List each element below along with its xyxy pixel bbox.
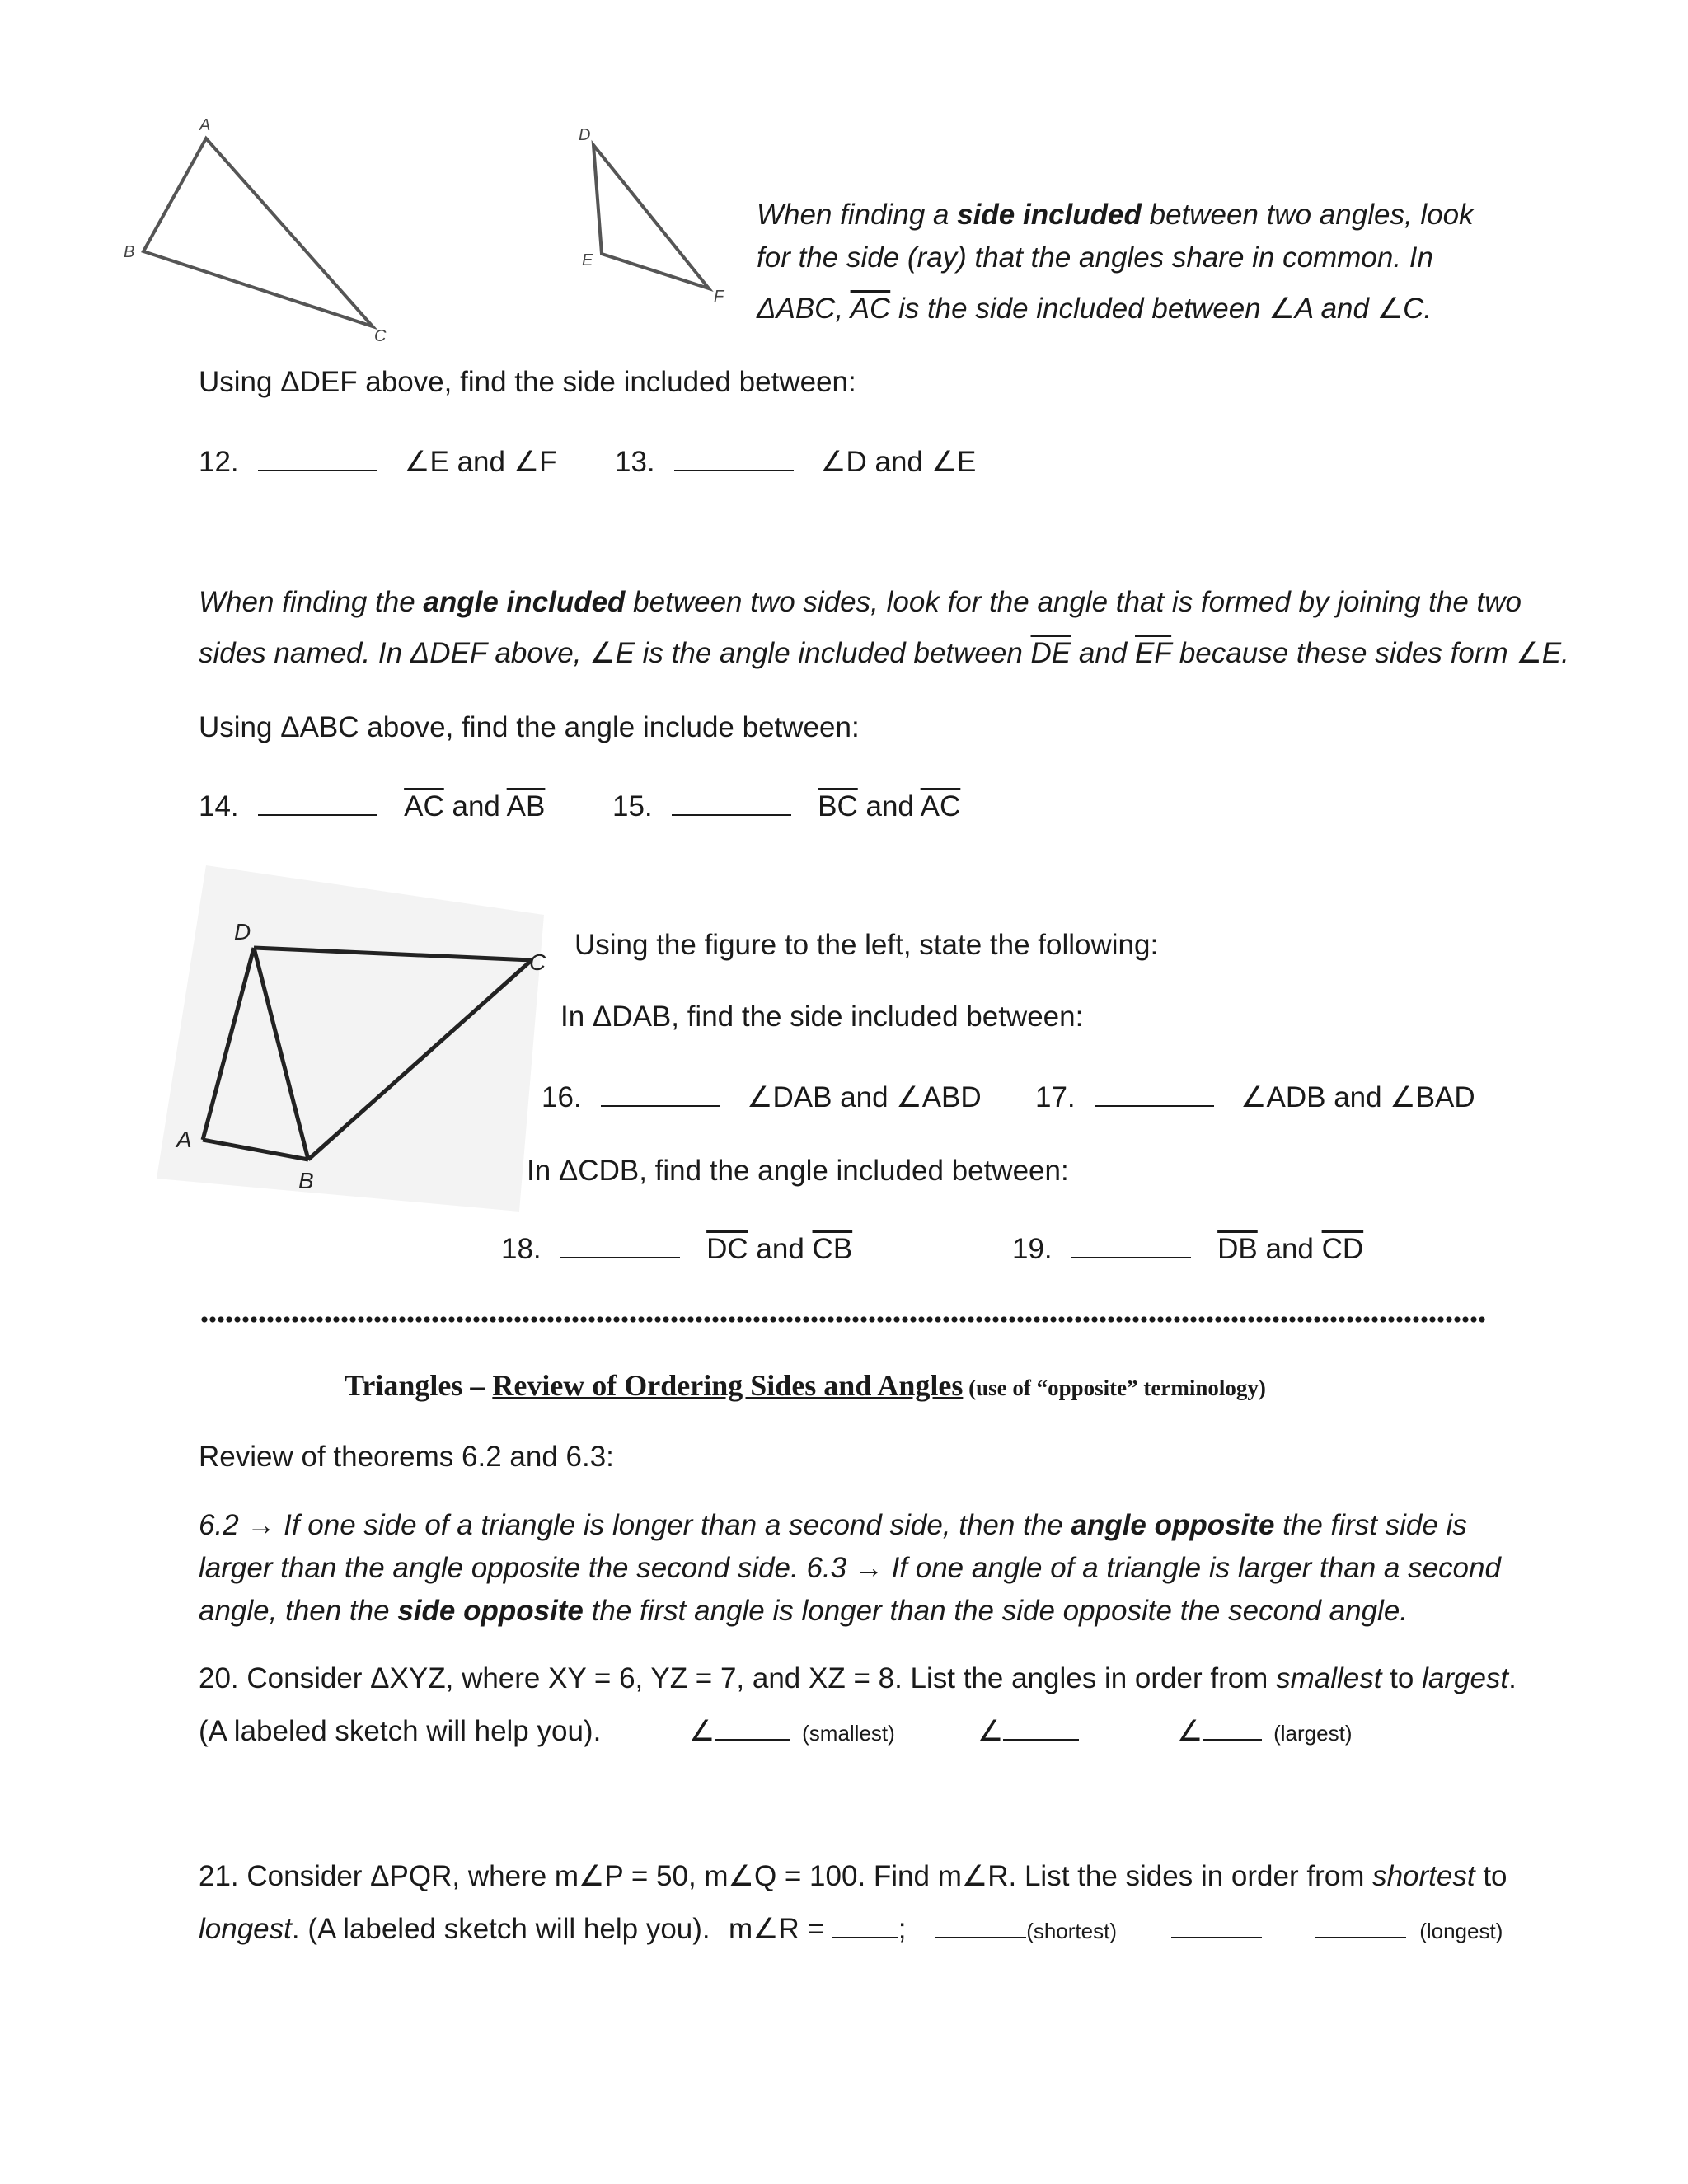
answer-blank-21b[interactable] (1171, 1912, 1262, 1938)
theorems-label: Review of theorems 6.2 and 6.3: (199, 1441, 614, 1473)
question-21-line2: longest. (A labeled sketch will help you). (199, 1913, 710, 1945)
answer-blank-21a[interactable] (935, 1912, 1026, 1938)
review-title: Triangles – Review of Ordering Sides and Angles (use of “opposite” terminology) (345, 1369, 1266, 1402)
answer-blank-14[interactable] (258, 790, 377, 816)
question-18: 18. $\overline{DC}$ and $\overline{CB}$ (501, 1233, 853, 1265)
vertex-label-c2: C (529, 949, 546, 975)
dotted-divider (200, 1315, 1486, 1324)
vertex-label-d: D (579, 126, 591, 144)
side-included-note-line1: When finding a side included between two angles, look (757, 199, 1474, 231)
theorem-line1: 6.2 → If one side of a triangle is longer than a second side, then the angle opposite the first side is (199, 1509, 1467, 1541)
dab-side-prompt: In ΔDAB, find the side included between: (560, 1001, 1084, 1033)
q20-answer-smallest: ∠ (smallest) (689, 1715, 895, 1747)
angle-included-note-line1: When finding the angle included between two sides, look for the angle that is formed by joining the two (199, 586, 1522, 618)
quadrilateral-figure (157, 865, 585, 1212)
question-20-line1: 20. Consider ΔXYZ, where XY = 6, YZ = 7, and XZ = 8. List the angles in order from smallest to largest. (199, 1662, 1517, 1694)
vertex-label-d2: D (234, 919, 251, 944)
figure-prompt: Using the figure to the left, state the following: (574, 929, 1159, 961)
answer-blank-13[interactable] (674, 445, 794, 471)
triangle-abc (143, 138, 373, 326)
answer-blank-17[interactable] (1095, 1080, 1214, 1107)
answer-blank-12[interactable] (258, 445, 377, 471)
q20-answer-middle: ∠ (978, 1714, 1079, 1749)
triangle-abc-figure (115, 115, 396, 346)
question-21-line1: 21. Consider ΔPQR, where m∠P = 50, m∠Q = 100. Find m∠R. List the sides in order from shortest to (199, 1860, 1507, 1892)
cdb-angle-prompt: In ΔCDB, find the angle included between: (527, 1155, 1069, 1187)
question-19: 19. $\overline{DB}$ and $\overline{CD}$ (1012, 1233, 1364, 1265)
side-included-note-line2: for the side (ray) that the angles share in common. In (757, 241, 1433, 274)
q20-answer-largest: ∠ (largest) (1177, 1715, 1353, 1747)
vertex-label-f: F (714, 288, 724, 306)
answer-blank-19[interactable] (1071, 1232, 1191, 1258)
def-side-prompt: Using ΔDEF above, find the side included between: (199, 366, 856, 398)
figure-paper-background (157, 865, 544, 1212)
abc-angle-prompt: Using ΔABC above, find the angle include between: (199, 711, 860, 743)
angle-included-note-line2: sides named. In ΔDEF above, ∠E is the angle included between $\overline{DE}$ and $\overline{EF}$ because these sides form ∠E. (199, 637, 1569, 669)
theorem-line2: larger than the angle opposite the second side. 6.3 → If one angle of a triangle is larger than a second (199, 1552, 1501, 1584)
answer-blank-20b[interactable] (1003, 1714, 1079, 1741)
vertex-label-b: B (124, 243, 135, 261)
question-14: 14. $\overline{AC}$ and $\overline{AB}$ (199, 790, 546, 823)
answer-blank-20c[interactable] (1203, 1714, 1262, 1741)
side-included-note-line3: ΔABC, $\overline{AC}$ is the side included between ∠A and ∠C. (757, 293, 1432, 325)
answer-blank-21c[interactable] (1315, 1912, 1406, 1938)
question-17: 17. ∠ADB and ∠BAD (1035, 1081, 1475, 1113)
vertex-label-a: A (199, 116, 211, 134)
triangle-def (593, 145, 709, 288)
theorem-line3: angle, then the side opposite the first angle is longer than the side opposite the second angle. (199, 1595, 1409, 1627)
vertex-label-b2: B (298, 1168, 314, 1193)
question-12: 12. ∠E and ∠F (199, 446, 557, 478)
question-15: 15. $\overline{BC}$ and $\overline{AC}$ (612, 790, 961, 823)
question-16: 16. ∠DAB and ∠ABD (542, 1081, 982, 1113)
question-20-line2: (A labeled sketch will help you). (199, 1715, 602, 1747)
answer-blank-18[interactable] (560, 1232, 680, 1258)
answer-blank-16[interactable] (601, 1080, 720, 1107)
vertex-label-c: C (374, 327, 387, 345)
answer-blank-15[interactable] (672, 790, 791, 816)
triangle-def-figure (569, 115, 750, 313)
q21-answers: m∠R = ; (shortest) (longest) (729, 1913, 1503, 1945)
vertex-label-e: E (582, 251, 593, 269)
answer-blank-21-mr[interactable] (832, 1912, 898, 1938)
vertex-label-a2: A (176, 1127, 192, 1152)
question-13: 13. ∠D and ∠E (615, 446, 977, 478)
answer-blank-20a[interactable] (715, 1714, 790, 1741)
